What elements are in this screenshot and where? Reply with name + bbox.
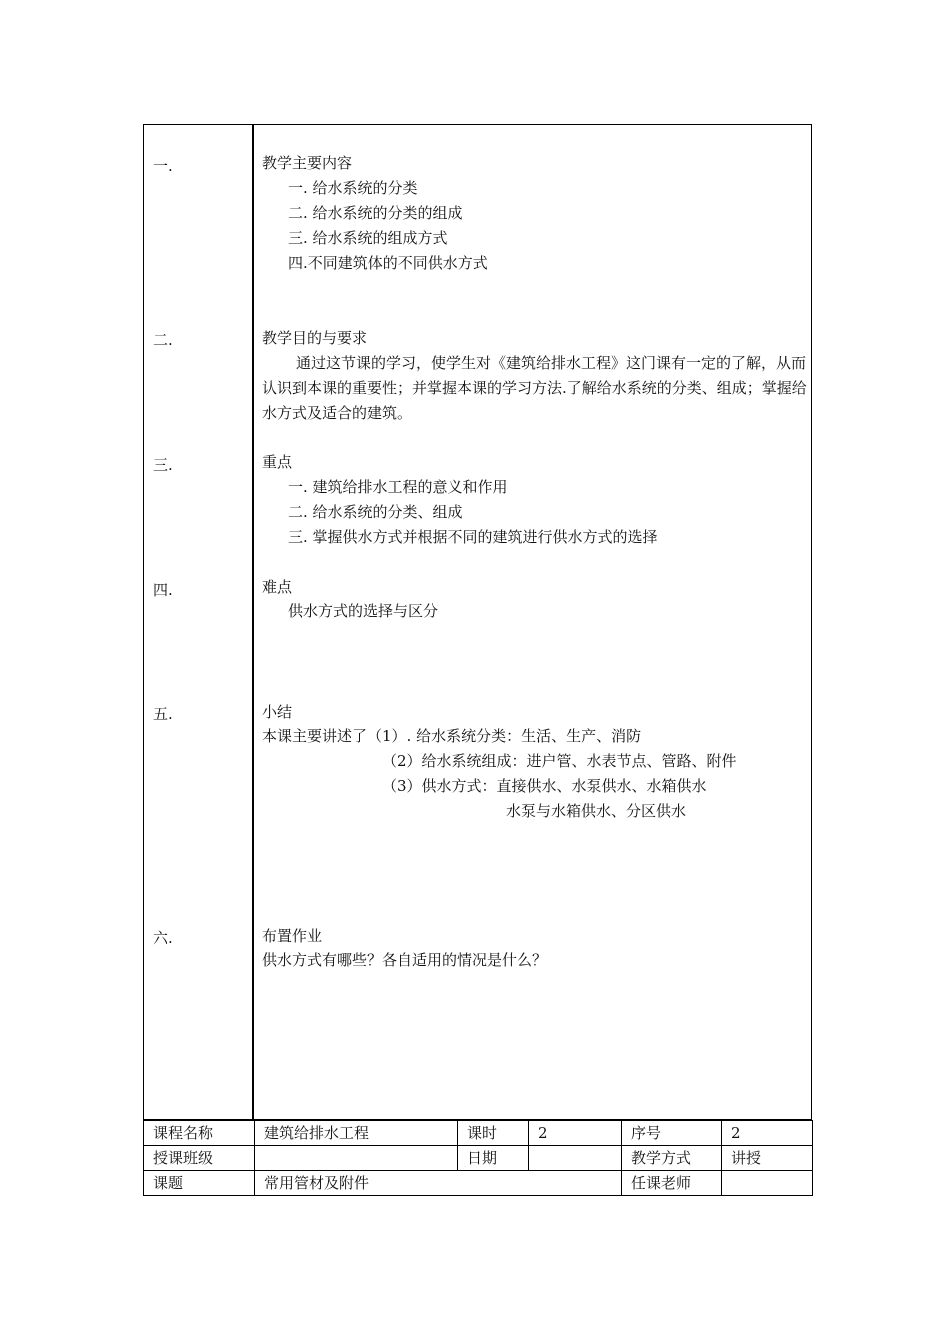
- section-heading: 难点: [262, 578, 293, 596]
- column-divider: [252, 124, 254, 1120]
- list-item: 供水方式的选择与区分: [288, 602, 439, 620]
- course-info-table: [143, 1120, 813, 1196]
- summary-line: （3）供水方式：直接供水、水泵供水、水箱供水: [382, 777, 707, 795]
- list-item: 三. 给水系统的组成方式: [288, 229, 448, 247]
- section-number: 六.: [153, 929, 173, 947]
- date-value: [529, 1146, 622, 1171]
- section-heading: 教学主要内容: [262, 154, 353, 172]
- list-item: 三. 掌握供水方式并根据不同的建筑进行供水方式的选择: [288, 528, 658, 546]
- section-number: 二.: [153, 331, 173, 349]
- topic-label: 课题: [144, 1171, 255, 1196]
- section-heading: 教学目的与要求: [262, 329, 368, 347]
- summary-line: 水泵与水箱供水、分区供水: [506, 802, 687, 820]
- section-paragraph: 通过这节课的学习，使学生对《建筑给排水工程》这门课有一定的了解，从而认识到本课的重要性；并掌握本课的学习方法.了解给水系统的分类、组成；掌握给水方式及适合的建筑。: [262, 354, 807, 422]
- hours-label: 课时: [458, 1121, 529, 1146]
- class-value: [255, 1146, 458, 1171]
- section-heading: 布置作业: [262, 927, 323, 945]
- section-number: 五.: [153, 705, 173, 723]
- homework-line: 供水方式有哪些？各自适用的情况是什么？: [262, 951, 548, 969]
- section-heading: 小结: [262, 703, 293, 721]
- section-heading: 重点: [262, 453, 293, 471]
- section-number: 一.: [153, 157, 173, 175]
- table-row: [144, 1121, 813, 1146]
- teacher-value: [722, 1171, 813, 1196]
- date-label: 日期: [458, 1146, 529, 1171]
- teacher-label: 任课老师: [622, 1171, 722, 1196]
- table-row: [144, 1171, 813, 1196]
- course-name-value: 建筑给排水工程: [255, 1121, 458, 1146]
- course-name-label: 课程名称: [144, 1121, 255, 1146]
- list-item: 四.不同建筑体的不同供水方式: [288, 254, 488, 272]
- method-value: 讲授: [722, 1146, 813, 1171]
- section-number: 三.: [153, 456, 173, 474]
- hours-value: 2: [529, 1121, 622, 1146]
- table-row: [144, 1146, 813, 1171]
- summary-line: 本课主要讲述了（1）. 给水系统分类：生活、生产、消防: [262, 727, 642, 745]
- list-item: 二. 给水系统的分类的组成: [288, 204, 463, 222]
- topic-value: 常用管材及附件: [255, 1171, 622, 1196]
- list-item: 一. 给水系统的分类: [288, 179, 418, 197]
- summary-line: （2）给水系统组成：进户管、水表节点、管路、附件: [382, 752, 737, 770]
- list-item: 二. 给水系统的分类、组成: [288, 503, 463, 521]
- list-item: 一. 建筑给排水工程的意义和作用: [288, 478, 508, 496]
- seq-label: 序号: [622, 1121, 722, 1146]
- method-label: 教学方式: [622, 1146, 722, 1171]
- class-label: 授课班级: [144, 1146, 255, 1171]
- seq-value: 2: [722, 1121, 813, 1146]
- section-number: 四.: [153, 581, 173, 599]
